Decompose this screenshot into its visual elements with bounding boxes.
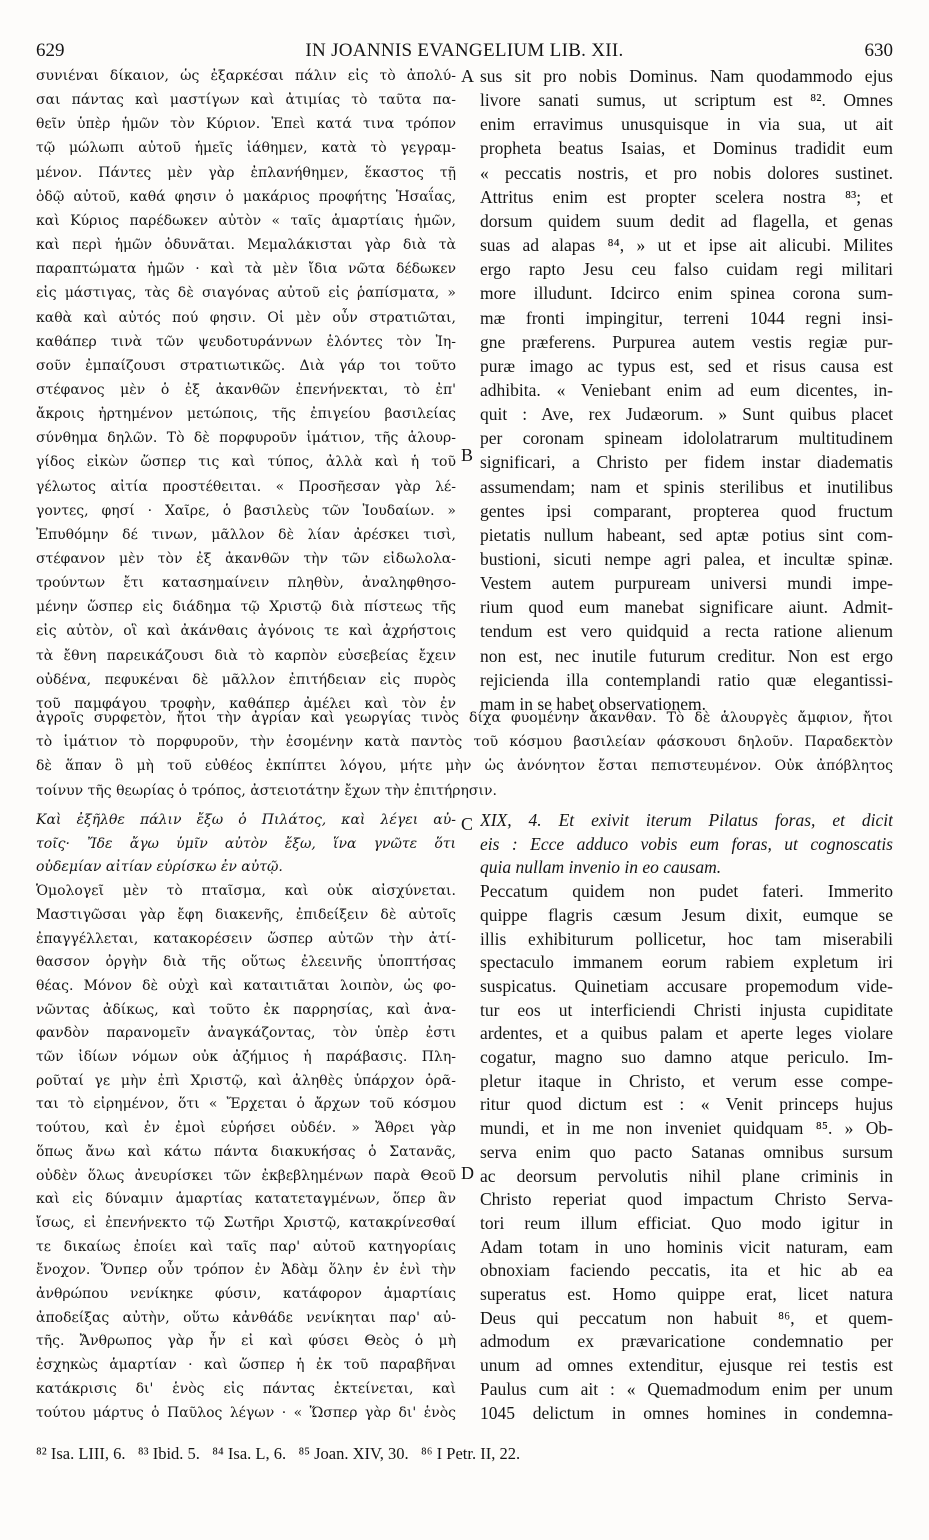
right-lines-top-line: Attritus enim est propter scelera nostra ⁸³; et [480,186,893,207]
left-lines-top-line: ὁδῷ αὐτοῦ, καθά φησιν ὁ μακάριος προφήτης Ἡσαΐας, [36,188,456,205]
left-lines-bottom-line: ροῦταί γε μὴν ἐπὶ Χριστῷ, καὶ ἀληθὲς ὑπάρχον ὁρᾶ- [36,1072,456,1089]
left-lines-top-line: τρούντων ἔτι κατασημαίνειν πληθὺν, ἀναληφθησο- [36,575,456,592]
margin-letter-b: B [461,445,474,465]
left-lines-top-line: μένον. Πάντες μὲν γὰρ ἐπλανήθημεν, ἕκαστος τῇ [36,164,456,181]
right-lines-bottom-line: tori reum illum efficiat. Quo modo igitur in [480,1212,893,1233]
left-lines-bottom-line: ἐπαγγέλλεται, κατακορέσειν ὥσπερ αὐτῶν τὴν ἀτί- [36,930,456,947]
left-lines-bottom-line: θασσον ὀργὴν διὰ τῆς οὕτως ἐλεεινῆς ὑποπτήσας [36,954,456,971]
full-lines-line: δὲ ἅπαν ὃ μὴ τοῦ εὐθέος ἐκπίπτει λόγου, μήτε μὴν ὡς ἀνόνητον ἔσται πεπιστευμένον. Οὐκ ἀπόβλητος [36,758,893,775]
left-lines-bottom-line: ἴσως, εἰ ἐπενήνεκτο τῷ Σωτῆρι Χριστῷ, κατακρίνεσθαί [36,1214,456,1231]
margin-letter-d: D [461,1163,474,1183]
left-lines-bottom-line: ται τὸ εἰρημένον, ὅτι « Ἔρχεται ὁ ἄρχων τοῦ κόσμου [36,1096,456,1113]
right-lines-top-line: rium quod eum manebat significare aiunt. Admit- [480,597,893,618]
left-lines-top-line: οὐδένα, πεφυκέναι δὲ μᾶλλον ἐπιτήδειαν εἰς πυρὸς [36,671,456,688]
right-lines-top-line: Vestem autem purpuream universi mundi impe- [480,573,893,594]
right-lines-top-line: ergo rapto Jesu ceu falso cuidam regi militari [480,259,893,280]
left-lines-top-line: μένην ὥσπερ εἰς διάδημα τῷ Χριστῷ διὰ πίστεως τῆς [36,599,456,616]
right-lines-top-line: « peccatis nostris, et pro nobis dolores sustinet. [480,162,893,183]
left-lines-top-line: τοῦ παμφάγου τροφὴν, καθάπερ ἀμέλει καὶ τὸν ἐν [36,695,456,712]
right-lines-bottom-line: Christo reperiat quod impactum Christo Serva- [480,1189,893,1210]
right-lines-top-line: significari, a Christo per fidem instar diadematis [480,452,893,473]
right-lines-bottom-line: illis exhibiturum pollicetur, hoc tam miserabili [480,928,893,949]
right-lines-bottom-line: ac deorsum pervolutis nihil plane criminis in [480,1165,893,1186]
right-lines-top-line: sus sit pro nobis Dominus. Nam quodammodo ejus [480,66,893,86]
left-lines-bottom-line: ἐσχηκὼς ἁμαρτίαν · καὶ ὥσπερ ἡ ἐκ τοῦ παραβῆναι [36,1357,456,1374]
left-lines-bottom-line: Μαστιγῶσαι γὰρ ἔφη διακενῆς, ἐπιδείξειν δὲ αὐτοῖς [36,906,456,923]
right-lines-bottom-line: spectaculo immanem eorum rabiem expletum iri [480,952,893,973]
left-lines-top-line: παραπτώματα ἡμῶν · καὶ τὰ μὲν ἴδια νῶτα δέδωκεν [36,261,456,278]
margin-letter-a: A [461,66,474,86]
left-page-number: 629 [36,40,65,61]
left-lines-bottom-line: οὐδὲν ὅλως ἀνευρίσκει τῶν ἐκβεβλημένων παρὰ Θεοῦ [36,1167,456,1184]
right-lines-top-line: dorsum quidem suum dedit ad flagella, et genas [480,210,893,231]
right-lines-top-line: suas ad alapas ⁸⁴, » ut et ipse ait alicubi. Milites [480,235,893,256]
running-header [0,40,929,64]
full-lines-line: τοίνυν τῆς θεωρίας ὁ τρόπος, ἀστειοτάτην ἔχων τὴν ἐπιτήρησιν. [36,782,497,799]
left-lines-top-line: Ἐπυθόμην δέ τινων, μᾶλλον δὲ λίαν ἀρέσκει τισὶ, [36,526,456,543]
right-lines-top-line: assumendam; nam et spinis sterilibus et inutilibus [480,476,893,497]
left-lines-bottom-line: τοῖς· Ἴδε ἄγω ὑμῖν αὐτὸν ἔξω, ἵνα γνῶτε ὅτι [36,835,456,852]
left-lines-bottom-line: θέας. Μόνον δὲ οὐχὶ καὶ καταιτιᾶται λοιπὸν, ὡς φο- [36,977,456,994]
right-lines-top-line: livore sanati sumus, ut scriptum est ⁸². Omnes [480,90,893,111]
right-lines-top-line: per coronam spineam idololatrarum multitudinem [480,428,893,449]
full-lines-line: τὸ ἱμάτιον τὸ πορφυροῦν, τὴν ἐσομένην κατὰ παντὸς τοῦ κόσμου βασιλείαν φάσκουσι δηλοῦν. Παραδεκτὸν [36,734,893,751]
left-lines-top-line: σαι πάντας καὶ μαστίγων καὶ ἀτιμίας τὸ ταῦτα πα- [36,92,456,109]
right-lines-bottom-line: ritur quod dictum est : « Venit princeps hujus [480,1094,893,1115]
right-lines-top-line: puræ imago ac typus est, sed et risus causa est [480,355,893,376]
footnotes: ⁸² Isa. LIII, 6. ⁸³ Ibid. 5. ⁸⁴ Isa. L, 6. ⁸⁵ Joan. XIV, 30. ⁸⁶ I Petr. II, 22. [36,1444,521,1463]
left-lines-top-line: τῷ μώλωπι αὐτοῦ ἡμεῖς ἰάθημεν, κατὰ τὸ γεγραμ- [36,140,456,157]
full-lines-line: ἀγροῖς συρφετὸν, ἤτοι τὴν ἀγρίαν καὶ γεωργίας τινὸς δίχα φυομένην ἄκανθαν. Τὸ δὲ ἁλουργὲς ἄμφιον, ἤτοι [36,710,893,726]
left-lines-bottom-line: τῶν ἰδίων νόμων οὐκ ἀζήμιος ἡ παράβασις. Πλη- [36,1049,456,1065]
left-lines-bottom-line: τούτου, καὶ ἐν ἐμοὶ εὑρήσει οὐδέν. » Ἄθρει γὰρ [36,1120,456,1137]
left-lines-top-line: γέλωτος αἰτία προστέθειται. « Προσῆεσαν γὰρ λέ- [36,478,456,495]
right-lines-top-line: adhibita. « Veniebant enim ad eum dicentes, in- [480,379,893,400]
right-lines-top-line: non est, nec inutile futurum creditur. Non est ergo [480,645,893,666]
left-lines-bottom-line: ἀποδείξας αὐτὴν, οὕτω κἀνθάδε νενίκηται παρ' αὐ- [36,1309,456,1326]
right-lines-bottom-line: Adam totam in uno hominis vicit naturam, eam [480,1236,893,1257]
right-lines-bottom-line: 1045 delictum in omnes homines in condemna- [480,1402,893,1423]
right-lines-bottom-line: quippe flagris cæsum Jesum dixit, eumque se [480,904,893,925]
left-lines-bottom-line: Ὁμολογεῖ μὲν τὸ πταῖσμα, καὶ οὐκ αἰσχύνεται. [36,883,456,900]
left-lines-top-line: γοντες, φησί · Χαῖρε, ὁ βασιλεὺς τῶν Ἰουδαίων. » [36,502,456,519]
right-lines-top-line: mæ fronti impingitur, terreni 1044 regni insi- [480,307,893,328]
right-lines-bottom-line: serva enim quo pacto Satanas omnibus sursum [480,1141,893,1162]
right-lines-top-line: pietatis nullum habeant, sed aptæ potius sint com- [480,524,893,545]
left-lines-bottom-line: ὅπως ἄνω καὶ κάτω πάντα διακυκήσας ὁ Σατανᾶς, [36,1143,456,1160]
right-lines-bottom-line: eis : Ecce adduco vobis eum foras, ut cognoscatis [480,833,893,854]
right-lines-bottom-line: tur eos ut interficiendi Christi injusta cupiditate [480,999,893,1020]
right-lines-bottom-line: obnoxiam faciendo peccatis, ita et hic ab ea [480,1260,893,1281]
left-lines-top-line: καὶ περὶ ἡμῶν ὀδυνᾶται. Μεμαλάκισται γὰρ διὰ τὰ [36,237,456,254]
left-lines-top-line: εἰς μάστιγας, τὰς δὲ σιαγόνας αὐτοῦ εἰς ῥαπίσματα, » [36,285,456,302]
left-lines-bottom-line: ἔνοχον. Ὅνπερ οὖν τρόπον ἐν Ἀδὰμ ὅλην ἐν ἑνὶ τὴν [36,1262,456,1279]
right-lines-top-line: gne præferens. Purpurea autem vestis regiæ pur- [480,331,893,352]
right-lines-bottom-line: unum ad omnes extenditur, ejusque rei testis est [480,1355,893,1376]
left-lines-top-line: καθὰ καὶ αὐτός πού φησιν. Οἱ μὲν οὖν στρατιῶται, [36,309,456,326]
right-lines-top-line: rejicienda illa contemplandi ratio quæ elegantissi- [480,669,893,690]
right-lines-bottom-line: superatus est. Homo quippe erat, licet natura [480,1284,893,1304]
left-lines-bottom-line: τε δικαίως ἐποίει καὶ ταῖς παρ' αὐτοῦ κατηγορίαις [36,1238,456,1255]
right-lines-bottom-line: Peccatum quidem non pudet fateri. Immerito [480,881,893,902]
left-lines-bottom-line: Καὶ ἐξῆλθε πάλιν ἔξω ὁ Πιλάτος, καὶ λέγει αὐ- [36,812,456,828]
left-lines-bottom-line: κατάκρισις δι' ἑνὸς εἰς πάντας ἐκτείνεται, καὶ [36,1380,456,1397]
left-lines-top-line: εἰς αὐτὸν, οἳ καὶ ἀκάνθαις ἀγόνοις τε καὶ ἀχρήστοις [36,623,456,640]
left-lines-top-line: γίδος εἰκὼν ὥσπερ τις καὶ τύπος, ἀλλὰ καὶ ἡ τοῦ [36,454,456,471]
right-lines-top-line: enim erravimus unusquisque in via sua, ut ait [480,114,893,135]
left-lines-top-line: καθάπερ τινὰ τῶν ψευδοτυράννων ἑλόντες τὸν Ἰη- [36,333,456,350]
right-lines-top-line: gentes ipsi comparant, propterea quod fructum [480,500,893,521]
right-lines-bottom-line: mundi, et in me non inveniet quidquam ⁸⁵. » Ob- [480,1118,893,1139]
right-lines-top-line: mam in se habet observationem. [480,693,706,714]
left-lines-top-line: συνιέναι δίκαιον, ὡς ἐξαρκέσαι πάλιν εἰς τὸ ἀπολύ- [36,68,456,84]
left-lines-top-line: σοῦν ἐμπαίζουσι στρατιωτικῶς. Διὰ γάρ τοι τοῦτο [36,357,456,374]
left-lines-top-line: θεῖν ὑπὲρ ἡμῶν τὸν Κύριον. Ἐπεὶ κατά τινα τρόπον [36,116,456,133]
left-lines-top-line: στέφανος μὲν ὁ ἐξ ἀκανθῶν ἐπενήνεκται, τὸ ἐπ' [36,381,456,398]
right-lines-bottom-line: admodum ex prævaricatione condemnatio per [480,1331,893,1352]
right-lines-bottom-line: quia nullam invenio in eo causam. [480,857,722,878]
right-lines-bottom-line: Paulus cum ait : « Quemadmodum enim per unum [480,1378,893,1399]
left-lines-top-line: τὰ ἔθνη παρεικάζουσι διὰ τὸ καρπὸν εὐσεβείας ἔχειν [36,647,456,664]
left-lines-bottom-line: νῶντας ἀδίκως, καὶ τοῦτο ἐκ παρρησίας, καὶ ἀνα- [36,1001,456,1018]
left-lines-bottom-line: ἀνθρώπου νενίκηκε φύσιν, κατάφορον ἁμαρτίαις [36,1286,456,1302]
left-lines-bottom-line: τῆς. Ἄνθρωπος γὰρ ἦν εἰ καὶ φύσει Θεὸς ὁ μὴ [36,1333,456,1350]
left-lines-top-line: στέφανον μὲν τὸν ἐξ ἀκανθῶν τὴν τῶν εἰδωλολα- [36,551,456,567]
right-lines-top-line: propheta beatus Isaias, et Dominus tradidit eum [480,138,893,159]
left-lines-top-line: καὶ Κύριος παρέδωκεν αὐτὸν « ταῖς ἁμαρτίαις ἡμῶν, [36,212,456,229]
right-lines-top-line: tendum est vero quidquid a recta ratione alienum [480,621,893,642]
left-lines-top-line: ἄκροις ἠρτημένον μετώποις, τῆς ἐπιγείου βασιλείας [36,406,456,423]
right-page-number: 630 [864,40,893,61]
left-lines-top-line: σύνθημα δηλῶν. Τὸ δὲ πορφυροῦν ἱμάτιον, τῆς ἁλουρ- [36,430,456,447]
right-lines-bottom-line: cogatur, magno suo damno atque periculo. Im- [480,1047,893,1067]
right-lines-bottom-line: pletur itaque in Christo, et verum esse compe- [480,1070,893,1091]
right-lines-bottom-line: XIX, 4. Et exivit iterum Pilatus foras, et dicit [480,810,893,830]
margin-letter-c: C [461,814,474,834]
left-lines-bottom-line: φανδὸν παρανομεῖν ἀναγκάζοντας, τὸν ὑπὲρ ἐστι [36,1025,456,1042]
left-lines-bottom-line: καὶ εἰς δύναμιν ἁμαρτίας κατατεταγμένων, ὅπερ ἂν [36,1191,456,1208]
left-lines-bottom-line: τούτου μάρτυς ὁ Παῦλος λέγων · « Ὥσπερ γὰρ δι' ἑνὸς [36,1404,456,1421]
right-lines-bottom-line: ardentes, et a quibus palam et aperte leges violare [480,1023,893,1044]
right-lines-top-line: bustioni, sicuti nempe agri palea, et incultæ spinæ. [480,549,893,569]
right-lines-top-line: more illudunt. Idcirco enim spinea corona sum- [480,283,893,304]
right-lines-bottom-line: Deus qui peccatum non habuit ⁸⁶, et quem- [480,1307,893,1328]
running-title: IN JOANNIS EVANGELIUM LIB. XII. [305,40,624,61]
right-lines-top-line: quit : Ave, rex Judæorum. » Sunt quibus placet [480,404,893,425]
right-lines-bottom-line: suspicatus. Quinetiam accusare propemodum vide- [480,975,893,996]
left-lines-bottom-line: οὐδεμίαν αἰτίαν εὑρίσκω ἐν αὐτῷ. [36,859,283,876]
